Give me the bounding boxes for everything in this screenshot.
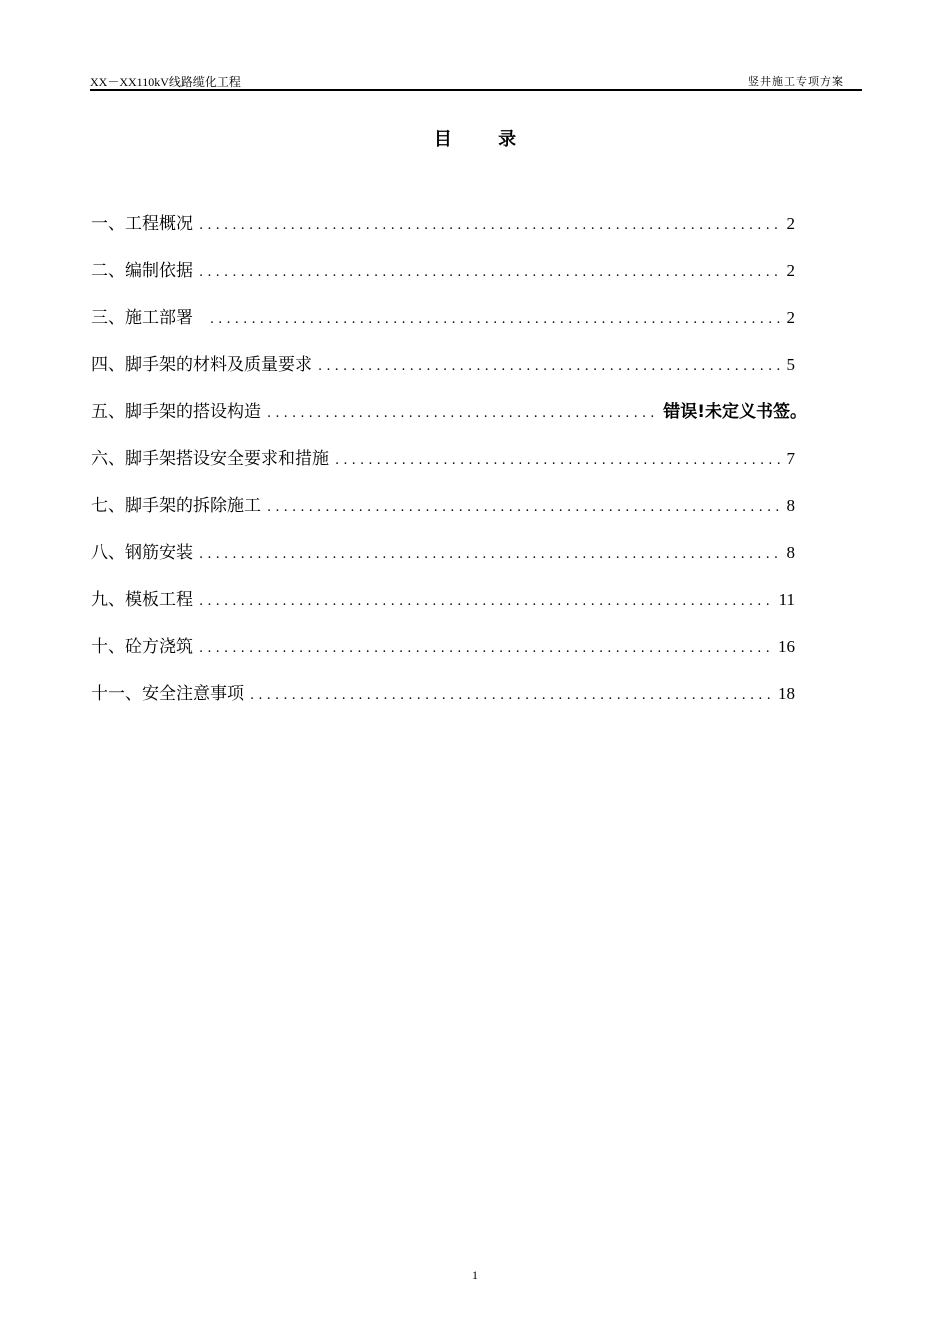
toc-entry[interactable] bbox=[91, 492, 795, 539]
toc-dot-leader bbox=[199, 212, 781, 240]
toc-entry-label: 九、模板工程 bbox=[91, 590, 193, 610]
toc-dot-leader bbox=[199, 259, 781, 287]
toc-entry-label: 一、工程概况 bbox=[91, 214, 193, 234]
toc-dot-leader bbox=[267, 494, 781, 522]
toc-entry-page: 2 bbox=[786, 308, 795, 327]
toc-entry-label: 七、脚手架的拆除施工 bbox=[91, 496, 261, 516]
toc-entry[interactable] bbox=[91, 351, 795, 398]
toc-title: 目 录 bbox=[433, 129, 537, 150]
toc-entry-label: 十、砼方浇筑 bbox=[91, 637, 193, 657]
toc-entry-label: 三、施工部署 bbox=[91, 308, 204, 328]
toc-entry-page: 8 bbox=[786, 496, 795, 515]
toc-entry-page: 8 bbox=[786, 543, 795, 562]
toc-dot-leader bbox=[318, 353, 781, 381]
toc-dot-leader bbox=[250, 682, 772, 710]
toc-dot-leader bbox=[199, 588, 773, 616]
toc-entry-page: 7 bbox=[786, 449, 795, 468]
table-of-contents bbox=[91, 210, 807, 727]
toc-dot-leader bbox=[267, 400, 657, 428]
toc-entry-label: 八、钢筋安装 bbox=[91, 543, 193, 563]
toc-entry[interactable] bbox=[91, 304, 795, 351]
toc-dot-leader bbox=[199, 541, 781, 569]
toc-dot-leader bbox=[335, 447, 781, 475]
toc-entry-label: 十一、安全注意事项 bbox=[91, 684, 244, 704]
toc-entry-page: 18 bbox=[778, 684, 795, 703]
toc-entry-label: 四、脚手架的材料及质量要求 bbox=[91, 355, 312, 375]
toc-entry[interactable] bbox=[91, 633, 795, 680]
page-header bbox=[90, 74, 862, 90]
toc-entry[interactable] bbox=[91, 445, 795, 492]
toc-entry-label: 六、脚手架搭设安全要求和措施 bbox=[91, 449, 329, 469]
toc-entry[interactable] bbox=[91, 398, 807, 445]
header-document-name: 竖井施工专项方案 bbox=[748, 75, 844, 88]
toc-entry-page: 2 bbox=[786, 261, 795, 280]
page-number: 1 bbox=[472, 1268, 478, 1282]
toc-entry-page: 16 bbox=[778, 637, 795, 656]
toc-entry-label: 二、编制依据 bbox=[91, 261, 193, 281]
toc-entry-page: 5 bbox=[786, 355, 795, 374]
toc-entry[interactable] bbox=[91, 210, 795, 257]
header-divider bbox=[90, 89, 862, 91]
toc-entry-page: 11 bbox=[778, 590, 795, 609]
toc-dot-leader bbox=[199, 635, 772, 663]
toc-entry-page-error: 错误!未定义书签。 bbox=[663, 402, 807, 422]
toc-dot-leader bbox=[210, 306, 781, 334]
toc-entry-page: 2 bbox=[786, 214, 795, 233]
toc-entry[interactable] bbox=[91, 680, 795, 727]
toc-entry[interactable] bbox=[91, 539, 795, 586]
toc-entry-label: 五、脚手架的搭设构造 bbox=[91, 402, 261, 422]
header-project-name: XX－XX110kV线路缆化工程 bbox=[90, 75, 241, 89]
toc-entry[interactable] bbox=[91, 586, 795, 633]
toc-entry[interactable] bbox=[91, 257, 795, 304]
